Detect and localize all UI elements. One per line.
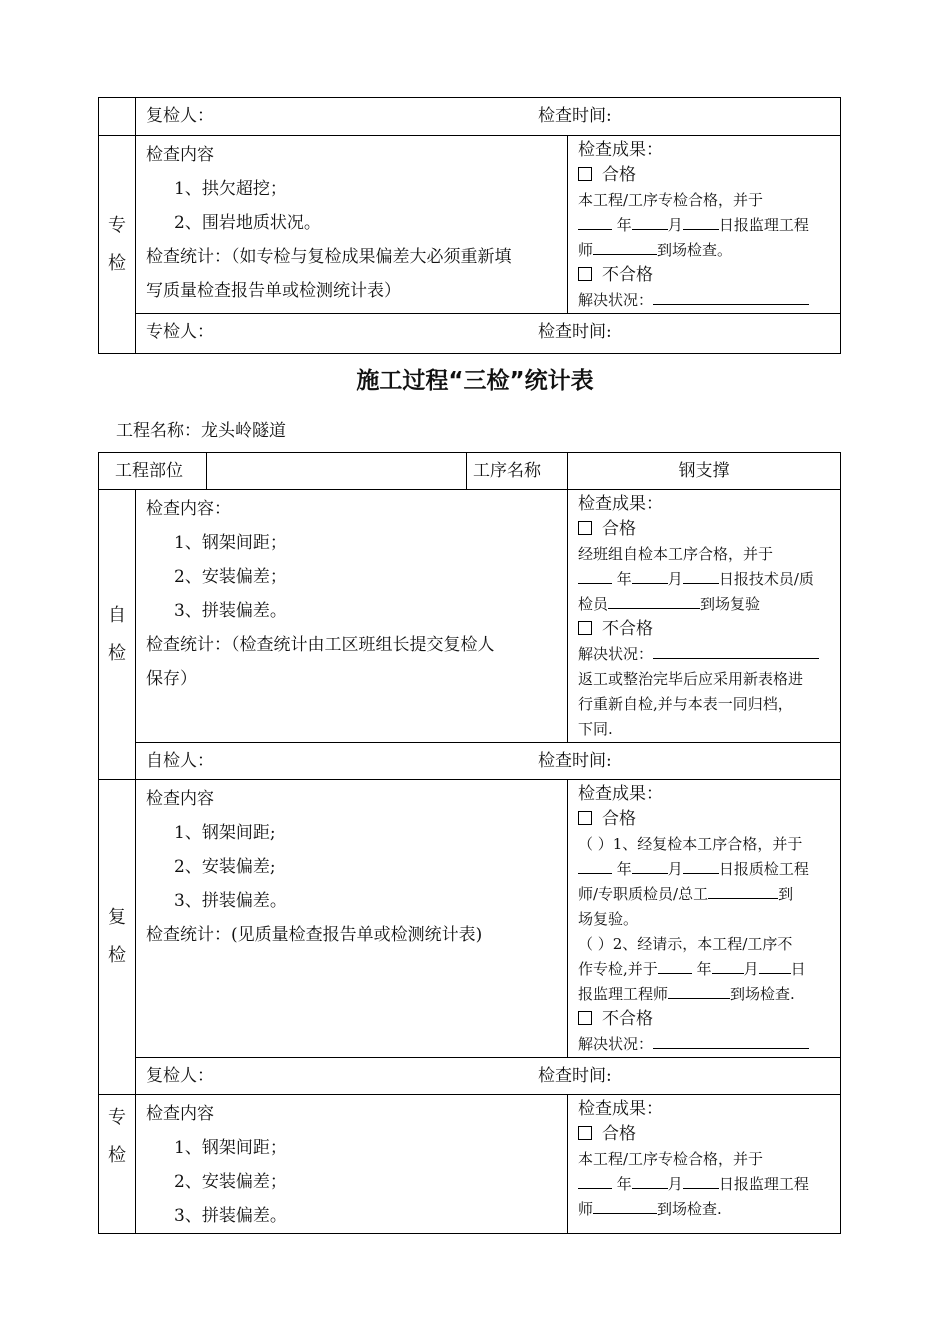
content-label: 检查内容： <box>146 499 231 519</box>
month-label: 月 <box>667 1175 683 1193</box>
pass-text: 经班组自检本工序合格，并于 <box>578 545 774 563</box>
self-check-result <box>568 490 841 743</box>
fail-label: 不合格 <box>602 619 653 639</box>
part-value-cell[interactable] <box>207 453 467 490</box>
side-char: 复 <box>108 907 126 928</box>
date-line <box>578 1172 834 1197</box>
pass-label: 合格 <box>602 165 636 185</box>
pass-text: 本工程/工序专检合格，并于 <box>578 1150 764 1168</box>
fail-label: 不合格 <box>602 1009 653 1029</box>
top-inspection-table <box>98 97 841 354</box>
checkbox-icon[interactable] <box>578 811 592 825</box>
result-label: 检查成果： <box>578 784 663 804</box>
checkbox-icon[interactable] <box>578 1011 592 1025</box>
page-title: 施工过程“三检”统计表 <box>356 368 594 394</box>
special-check-result <box>568 1095 841 1234</box>
fail-label: 不合格 <box>602 265 653 285</box>
inspector-line <box>578 592 834 617</box>
pass-label: 合格 <box>602 1124 636 1144</box>
stat-line: 检查统计：（检查统计由工区班组长提交复检人 <box>146 635 495 655</box>
inspector-label: 检员 <box>578 595 609 613</box>
recheck-signature-row <box>136 98 841 136</box>
resolve-line <box>578 1032 834 1057</box>
process-label: 工序名称 <box>473 461 541 481</box>
content-label: 检查内容 <box>146 145 214 165</box>
staff-label: 师/专职质检员/总工 <box>578 885 709 903</box>
engineer-label: 师 <box>578 1200 594 1218</box>
content-item: 2、围岩地质状况。 <box>174 213 321 233</box>
day-label: 日报技术员/质 <box>718 570 814 588</box>
content-label: 检查内容 <box>146 1104 214 1124</box>
self-signer-label: 自检人： <box>146 751 214 771</box>
date-line <box>578 567 834 592</box>
month-label: 月 <box>667 570 683 588</box>
option-2-text: （ ）2、经请示，本工程/工序不 <box>578 935 793 953</box>
checkbox-icon[interactable] <box>578 267 592 281</box>
special-signature-row <box>136 314 841 354</box>
check-time-label: 检查时间: <box>538 1066 612 1086</box>
check-time-label: 检查时间: <box>538 106 612 126</box>
resolve-label: 解决状况： <box>578 645 654 663</box>
fail-option[interactable] <box>578 1007 834 1032</box>
recheck-content <box>136 780 568 1058</box>
stat-line: 检查统计：(见质量检查报告单或检测统计表) <box>146 925 483 945</box>
special-check-result <box>568 136 841 314</box>
check-time-label: 检查时间: <box>538 322 612 342</box>
recheck-result <box>568 780 841 1058</box>
recheck-side-label <box>99 780 136 1095</box>
month-label: 月 <box>667 216 683 234</box>
content-item: 3、拼装偏差。 <box>174 1206 287 1226</box>
pass-option[interactable] <box>578 517 834 542</box>
side-char: 检 <box>108 1145 126 1166</box>
content-item: 1、钢架间距； <box>174 533 287 553</box>
side-blank-cell <box>99 98 136 136</box>
content-label: 检查内容 <box>146 789 214 809</box>
date-line-2 <box>578 957 834 982</box>
content-item: 3、拼装偏差。 <box>174 891 287 911</box>
content-item: 1、钢架间距； <box>174 1138 287 1158</box>
part-label-cell <box>99 453 207 490</box>
result-label: 检查成果： <box>578 494 663 514</box>
date-line <box>578 857 834 882</box>
checkbox-icon[interactable] <box>578 1126 592 1140</box>
recheck-signer-label: 复检人： <box>146 1066 214 1086</box>
result-label: 检查成果： <box>578 140 663 160</box>
note-line: 行重新自检,并与本表一同归档， <box>578 695 793 713</box>
stat-line: 保存） <box>146 669 197 689</box>
pass-option[interactable] <box>578 163 834 188</box>
pass-label: 合格 <box>602 809 636 829</box>
arrive-text: 到场检查. <box>657 1200 722 1218</box>
result-label: 检查成果： <box>578 1099 663 1119</box>
arrive-text: 到场检查。 <box>657 241 733 259</box>
special-signer-label: 专检人： <box>146 322 214 342</box>
arrive-text: 到场检查. <box>730 985 795 1003</box>
staff-line <box>578 882 834 907</box>
recheck-signature-row <box>136 1058 841 1095</box>
content-item: 3、拼装偏差。 <box>174 601 287 621</box>
side-char: 自 <box>108 604 126 626</box>
pass-text: 本工程/工序专检合格，并于 <box>578 191 764 209</box>
self-signature-row <box>136 743 841 780</box>
pass-option[interactable] <box>578 807 834 832</box>
option-2-line: 作专检,并于 <box>578 960 658 978</box>
engineer-line <box>578 1197 834 1222</box>
month-label: 月 <box>743 960 759 978</box>
day-label: 日报监理工程 <box>718 216 809 234</box>
day-label: 日报质检工程 <box>718 860 809 878</box>
engineer-line <box>578 238 834 263</box>
side-char: 检 <box>108 252 126 274</box>
day-label: 日 <box>790 960 806 978</box>
process-label-cell <box>467 453 568 490</box>
to-label: 到 <box>778 885 794 903</box>
process-value-cell <box>568 453 841 490</box>
year-label: 年 <box>616 860 632 878</box>
recheck-signer-label: 复检人： <box>146 106 214 126</box>
part-label: 工程部位 <box>115 461 183 481</box>
main-inspection-table <box>98 452 841 1234</box>
day-label: 日报监理工程 <box>718 1175 809 1193</box>
resolve-line <box>578 642 834 667</box>
self-check-side-label <box>99 490 136 780</box>
side-char: 专 <box>108 214 126 236</box>
arrive-text: 场复验。 <box>578 910 639 928</box>
note-line: 下同. <box>578 720 613 738</box>
side-char: 检 <box>108 642 126 664</box>
option-1-text: （ ）1、经复检本工序合格，并于 <box>578 835 803 853</box>
content-item: 2、安装偏差； <box>174 1172 287 1192</box>
process-value: 钢支撑 <box>678 461 730 481</box>
fail-option[interactable] <box>578 617 834 642</box>
special-check-content <box>136 136 568 314</box>
year-label: 年 <box>616 216 632 234</box>
content-item: 2、安装偏差; <box>174 857 276 877</box>
resolve-label: 解决状况： <box>578 291 654 309</box>
side-char: 专 <box>108 1107 126 1128</box>
fail-option[interactable] <box>578 263 834 288</box>
date-line <box>578 213 834 238</box>
stat-line: 写质量检查报告单或检测统计表） <box>146 281 401 301</box>
year-label: 年 <box>696 960 712 978</box>
engineer-label: 报监理工程师 <box>578 985 669 1003</box>
month-label: 月 <box>667 860 683 878</box>
engineer-line <box>578 982 834 1007</box>
pass-option[interactable] <box>578 1122 834 1147</box>
checkbox-icon[interactable] <box>578 521 592 535</box>
note-line: 返工或整治完毕后应采用新表格进 <box>578 670 804 688</box>
year-label: 年 <box>616 1175 632 1193</box>
special-check-side-label <box>99 1095 136 1234</box>
project-name: 工程名称：龙头岭隧道 <box>116 421 286 441</box>
arrive-text: 到场复验 <box>700 595 761 613</box>
pass-label: 合格 <box>602 519 636 539</box>
content-item: 1、钢架间距; <box>174 823 276 843</box>
checkbox-icon[interactable] <box>578 167 592 181</box>
checkbox-icon[interactable] <box>578 621 592 635</box>
self-check-content <box>136 490 568 743</box>
content-item: 1、拱欠超挖； <box>174 179 287 199</box>
special-check-side-label <box>99 136 136 354</box>
resolve-label: 解决状况： <box>578 1035 654 1053</box>
resolve-line <box>578 288 834 313</box>
content-item: 2、安装偏差； <box>174 567 287 587</box>
check-time-label: 检查时间: <box>538 751 612 771</box>
stat-line: 检查统计：（如专检与复检成果偏差大必须重新填 <box>146 247 512 267</box>
side-char: 检 <box>108 945 126 966</box>
engineer-label: 师 <box>578 241 594 259</box>
year-label: 年 <box>616 570 632 588</box>
special-check-content <box>136 1095 568 1234</box>
